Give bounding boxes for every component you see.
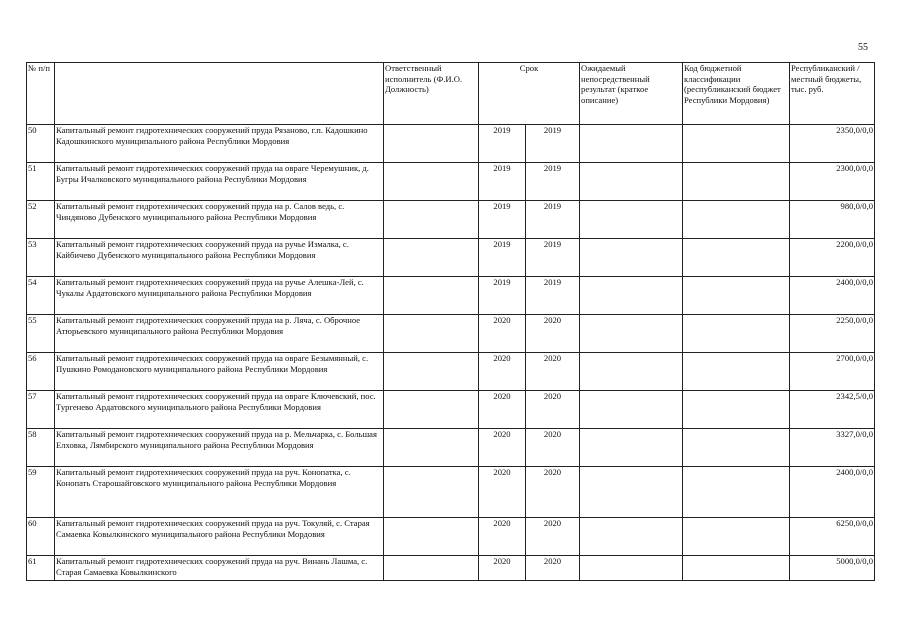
row-code — [683, 391, 790, 429]
table-row — [27, 556, 875, 581]
row-number: 54 — [27, 277, 55, 315]
row-year-start: 2020 — [479, 353, 526, 391]
row-code — [683, 277, 790, 315]
row-year-start: 2020 — [479, 429, 526, 467]
row-amount: 980,0/0,0 — [790, 201, 875, 239]
row-executor — [384, 201, 479, 239]
row-year-end: 2020 — [526, 353, 580, 391]
row-code — [683, 239, 790, 277]
row-code — [683, 518, 790, 556]
row-number: 56 — [27, 353, 55, 391]
table-row — [27, 239, 875, 277]
row-amount: 2400,0/0,0 — [790, 467, 875, 518]
row-number: 59 — [27, 467, 55, 518]
row-executor — [384, 277, 479, 315]
row-year-end: 2020 — [526, 518, 580, 556]
row-executor — [384, 467, 479, 518]
row-executor — [384, 239, 479, 277]
row-year-start: 2020 — [479, 315, 526, 353]
row-executor — [384, 315, 479, 353]
row-amount: 2700,0/0,0 — [790, 353, 875, 391]
row-amount: 2350,0/0,0 — [790, 125, 875, 163]
table-row — [27, 429, 875, 467]
row-executor — [384, 163, 479, 201]
row-result — [580, 163, 683, 201]
row-year-start: 2020 — [479, 391, 526, 429]
row-name: Капитальный ремонт гидротехнических сооружений пруда Рязаново, г.п. Кадошкино Кадошкинского муниципального района Республики Мордовия — [55, 125, 384, 163]
table-row — [27, 277, 875, 315]
row-code — [683, 429, 790, 467]
row-number: 52 — [27, 201, 55, 239]
row-name: Капитальный ремонт гидротехнических сооружений пруда на руч. Винань Лашма, с. Старая Самаевка Ковылкинского — [55, 556, 384, 581]
row-executor — [384, 391, 479, 429]
row-name: Капитальный ремонт гидротехнических сооружений пруда на овраге Ключевский, пос. Тургенево Ардатовского муниципального района Республики Мордовия — [55, 391, 384, 429]
page-number: 55 — [858, 42, 868, 53]
row-year-end: 2019 — [526, 201, 580, 239]
header-code: Код бюджетной классификации (республиканский бюджет Республики Мордовия) — [683, 63, 790, 125]
row-result — [580, 518, 683, 556]
row-year-end: 2019 — [526, 125, 580, 163]
row-executor — [384, 125, 479, 163]
row-year-start: 2019 — [479, 125, 526, 163]
row-year-start: 2019 — [479, 239, 526, 277]
table-row — [27, 201, 875, 239]
row-name: Капитальный ремонт гидротехнических сооружений пруда на р. Мельчарка, с. Большая Елховка, Лямбирского муниципального района Республики Мордовия — [55, 429, 384, 467]
row-year-end: 2020 — [526, 429, 580, 467]
row-amount: 2400,0/0,0 — [790, 277, 875, 315]
row-executor — [384, 353, 479, 391]
row-number: 51 — [27, 163, 55, 201]
row-result — [580, 315, 683, 353]
row-result — [580, 239, 683, 277]
row-amount: 6250,0/0,0 — [790, 518, 875, 556]
row-year-start: 2019 — [479, 163, 526, 201]
row-executor — [384, 429, 479, 467]
row-year-start: 2020 — [479, 467, 526, 518]
row-number: 55 — [27, 315, 55, 353]
row-number: 57 — [27, 391, 55, 429]
header-name — [55, 63, 384, 125]
header-budget: Республиканский /местный бюджеты, тыс. руб. — [790, 63, 875, 125]
row-executor — [384, 518, 479, 556]
table-row — [27, 467, 875, 518]
row-year-start: 2020 — [479, 518, 526, 556]
row-year-end: 2019 — [526, 163, 580, 201]
row-name: Капитальный ремонт гидротехнических сооружений пруда на овраге Черемушник, д. Бугры Ичалковского муниципального района Республики Мордовия — [55, 163, 384, 201]
table-row — [27, 391, 875, 429]
row-name: Капитальный ремонт гидротехнических сооружений пруда на ручье Алешка-Лей, с. Чукалы Ардатовского муниципального района Республики Мордовия — [55, 277, 384, 315]
row-name: Капитальный ремонт гидротехнических сооружений пруда на р. Ляча, с. Оброчное Атюрьевского муниципального района Республики Мордовия — [55, 315, 384, 353]
row-name: Капитальный ремонт гидротехнических сооружений пруда на р. Салов ведь, с. Чиндяново Дубенского муниципального района Республики Мордовия — [55, 201, 384, 239]
row-year-start: 2020 — [479, 556, 526, 581]
row-executor — [384, 556, 479, 581]
table-header-row — [27, 63, 875, 125]
row-code — [683, 201, 790, 239]
row-result — [580, 467, 683, 518]
row-amount: 2250,0/0,0 — [790, 315, 875, 353]
row-result — [580, 201, 683, 239]
row-name: Капитальный ремонт гидротехнических сооружений пруда на ручье Измалка, с. Кайбичево Дубенского муниципального района Республики Мордовия — [55, 239, 384, 277]
row-code — [683, 163, 790, 201]
table-row — [27, 125, 875, 163]
row-result — [580, 353, 683, 391]
row-year-start: 2019 — [479, 201, 526, 239]
row-code — [683, 467, 790, 518]
header-term: Срок — [479, 63, 580, 125]
row-code — [683, 315, 790, 353]
program-table — [26, 62, 875, 581]
row-year-end: 2019 — [526, 277, 580, 315]
row-amount: 5000,0/0,0 — [790, 556, 875, 581]
table-row — [27, 353, 875, 391]
row-result — [580, 556, 683, 581]
row-number: 60 — [27, 518, 55, 556]
row-amount: 2200,0/0,0 — [790, 239, 875, 277]
table-row — [27, 518, 875, 556]
row-year-start: 2019 — [479, 277, 526, 315]
row-year-end: 2020 — [526, 315, 580, 353]
row-amount: 2300,0/0,0 — [790, 163, 875, 201]
row-amount: 2342,5/0,0 — [790, 391, 875, 429]
row-code — [683, 353, 790, 391]
row-year-end: 2019 — [526, 239, 580, 277]
row-name: Капитальный ремонт гидротехнических сооружений пруда на руч. Конопатка, с. Конопать Старошайговского муниципального района Республики Мордовия — [55, 467, 384, 518]
header-num: № п/п — [27, 63, 55, 125]
row-name: Капитальный ремонт гидротехнических сооружений пруда на руч. Токуляй, с. Старая Самаевка Ковылкинского муниципального района Республики Мордовия — [55, 518, 384, 556]
row-code — [683, 556, 790, 581]
row-year-end: 2020 — [526, 556, 580, 581]
row-result — [580, 391, 683, 429]
row-year-end: 2020 — [526, 391, 580, 429]
row-amount: 3327,0/0,0 — [790, 429, 875, 467]
table-row — [27, 315, 875, 353]
header-executor: Ответственный исполнитель (Ф.И.О. Должность) — [384, 63, 479, 125]
row-result — [580, 125, 683, 163]
row-code — [683, 125, 790, 163]
row-number: 50 — [27, 125, 55, 163]
row-number: 53 — [27, 239, 55, 277]
table-row — [27, 163, 875, 201]
row-result — [580, 429, 683, 467]
row-number: 58 — [27, 429, 55, 467]
header-result: Ожидаемый непосредственный результат (краткое описание) — [580, 63, 683, 125]
row-number: 61 — [27, 556, 55, 581]
row-name: Капитальный ремонт гидротехнических сооружений пруда на овраге Безымянный, с. Пушкино Ромодановского муниципального района Республики Мордовия — [55, 353, 384, 391]
row-year-end: 2020 — [526, 467, 580, 518]
row-result — [580, 277, 683, 315]
